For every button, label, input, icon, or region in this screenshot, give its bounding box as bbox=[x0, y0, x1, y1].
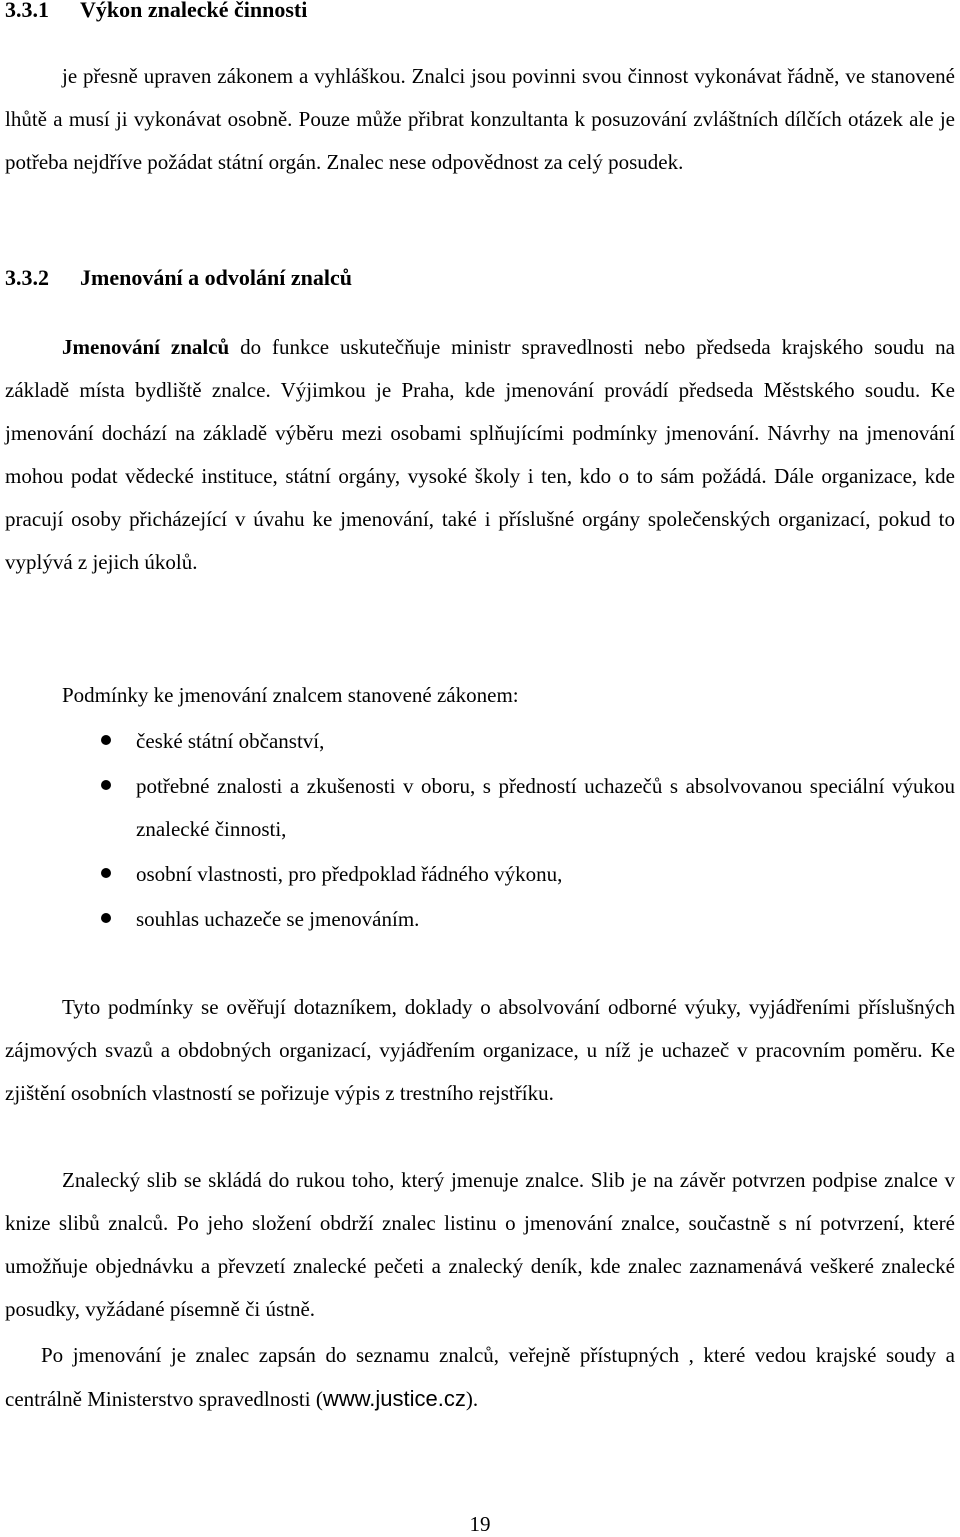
page-number: 19 bbox=[469, 1512, 491, 1536]
section-number: 3.3.2 bbox=[5, 265, 49, 290]
section-heading-3-3-1 bbox=[5, 0, 307, 23]
list-item: osobní vlastnosti, pro předpoklad řádného výkonu, bbox=[5, 853, 955, 896]
conditions-list bbox=[5, 720, 955, 941]
section-number: 3.3.1 bbox=[5, 0, 49, 22]
paragraph-oath: Znalecký slib se skládá do rukou toho, který jmenuje znalce. Slib je na závěr potvrzen podpise znalce v knize slibů znalců. Po jeho složení obdrží znalec listinu o jmenování znalce, součastně s ní potvrzení, které umožňuje objednávku a převzetí znalecké pečeti a znalecký deník, kde znalec zaznamenává veškeré znalecké posudky, vyžádané písemně či ústně. bbox=[5, 1168, 955, 1321]
section-title: Jmenování a odvolání znalců bbox=[80, 265, 352, 290]
bullet-icon bbox=[101, 735, 111, 745]
list-item: české státní občanství, bbox=[5, 720, 955, 763]
justice-link[interactable]: www.justice.cz bbox=[322, 1386, 466, 1411]
bullet-icon bbox=[101, 780, 111, 790]
bullet-icon bbox=[101, 868, 111, 878]
list-item: souhlas uchazeče se jmenováním. bbox=[5, 898, 955, 941]
conditions-intro: Podmínky ke jmenování znalcem stanovené zákonem: bbox=[62, 683, 519, 707]
paragraph-expert-activity: je přesně upraven zákonem a vyhláškou. Znalci jsou povinni svou činnost vykonávat řádně, ve stanovené lhůtě a musí ji vykonávat osobně. Pouze může přibrat konzultanta k posuzování zvláštních dílčích otázek ale je potřeba nejdříve požádat státní orgán. Znalec nese odpovědnost za celý posudek. bbox=[5, 64, 955, 174]
paragraph-register: Po jmenování je znalec zapsán do seznamu znalců, veřejně přístupných , které vedou krajské soudy a centrálně Ministerstvo spravedlnosti (www.justice.cz). bbox=[5, 1343, 955, 1411]
list-item: potřebné znalosti a zkušenosti v oboru, s předností uchazečů s absolvovanou speciální výukou znalecké činnosti, bbox=[5, 765, 955, 851]
bullet-icon bbox=[101, 913, 111, 923]
paragraph-verification: Tyto podmínky se ověřují dotazníkem, doklady o absolvování odborné výuky, vyjádřeními příslušných zájmových svazů a obdobných organizací, vyjádřením organizace, u níž je uchazeč v pracovním poměru. Ke zjištění osobních vlastností se pořizuje výpis z trestního rejstříku. bbox=[5, 995, 955, 1105]
section-heading-3-3-2 bbox=[5, 265, 352, 291]
bold-lead-term: Jmenování znalců bbox=[62, 335, 230, 359]
section-title: Výkon znalecké činnosti bbox=[80, 0, 308, 22]
paragraph-appointment bbox=[5, 326, 955, 584]
paragraph-appointment-text: do funkce uskutečňuje ministr spravedlnosti nebo předseda krajského soudu na základě místa bydliště znalce. Výjimkou je Praha, kde jmenování provádí předseda Městského soudu. Ke jmenování dochází na základě výběru mezi osobami splňujícími podmínky jmenování. Návrhy na jmenování mohou podat vědecké instituce, státní orgány, vysoké školy i ten, kdo o to sám požádá. Dále organizace, kde pracují osoby přicházející v úvahu ke jmenování, také i příslušné orgány společenských organizací, pokud to vyplývá z jejich úkolů. bbox=[5, 335, 955, 574]
